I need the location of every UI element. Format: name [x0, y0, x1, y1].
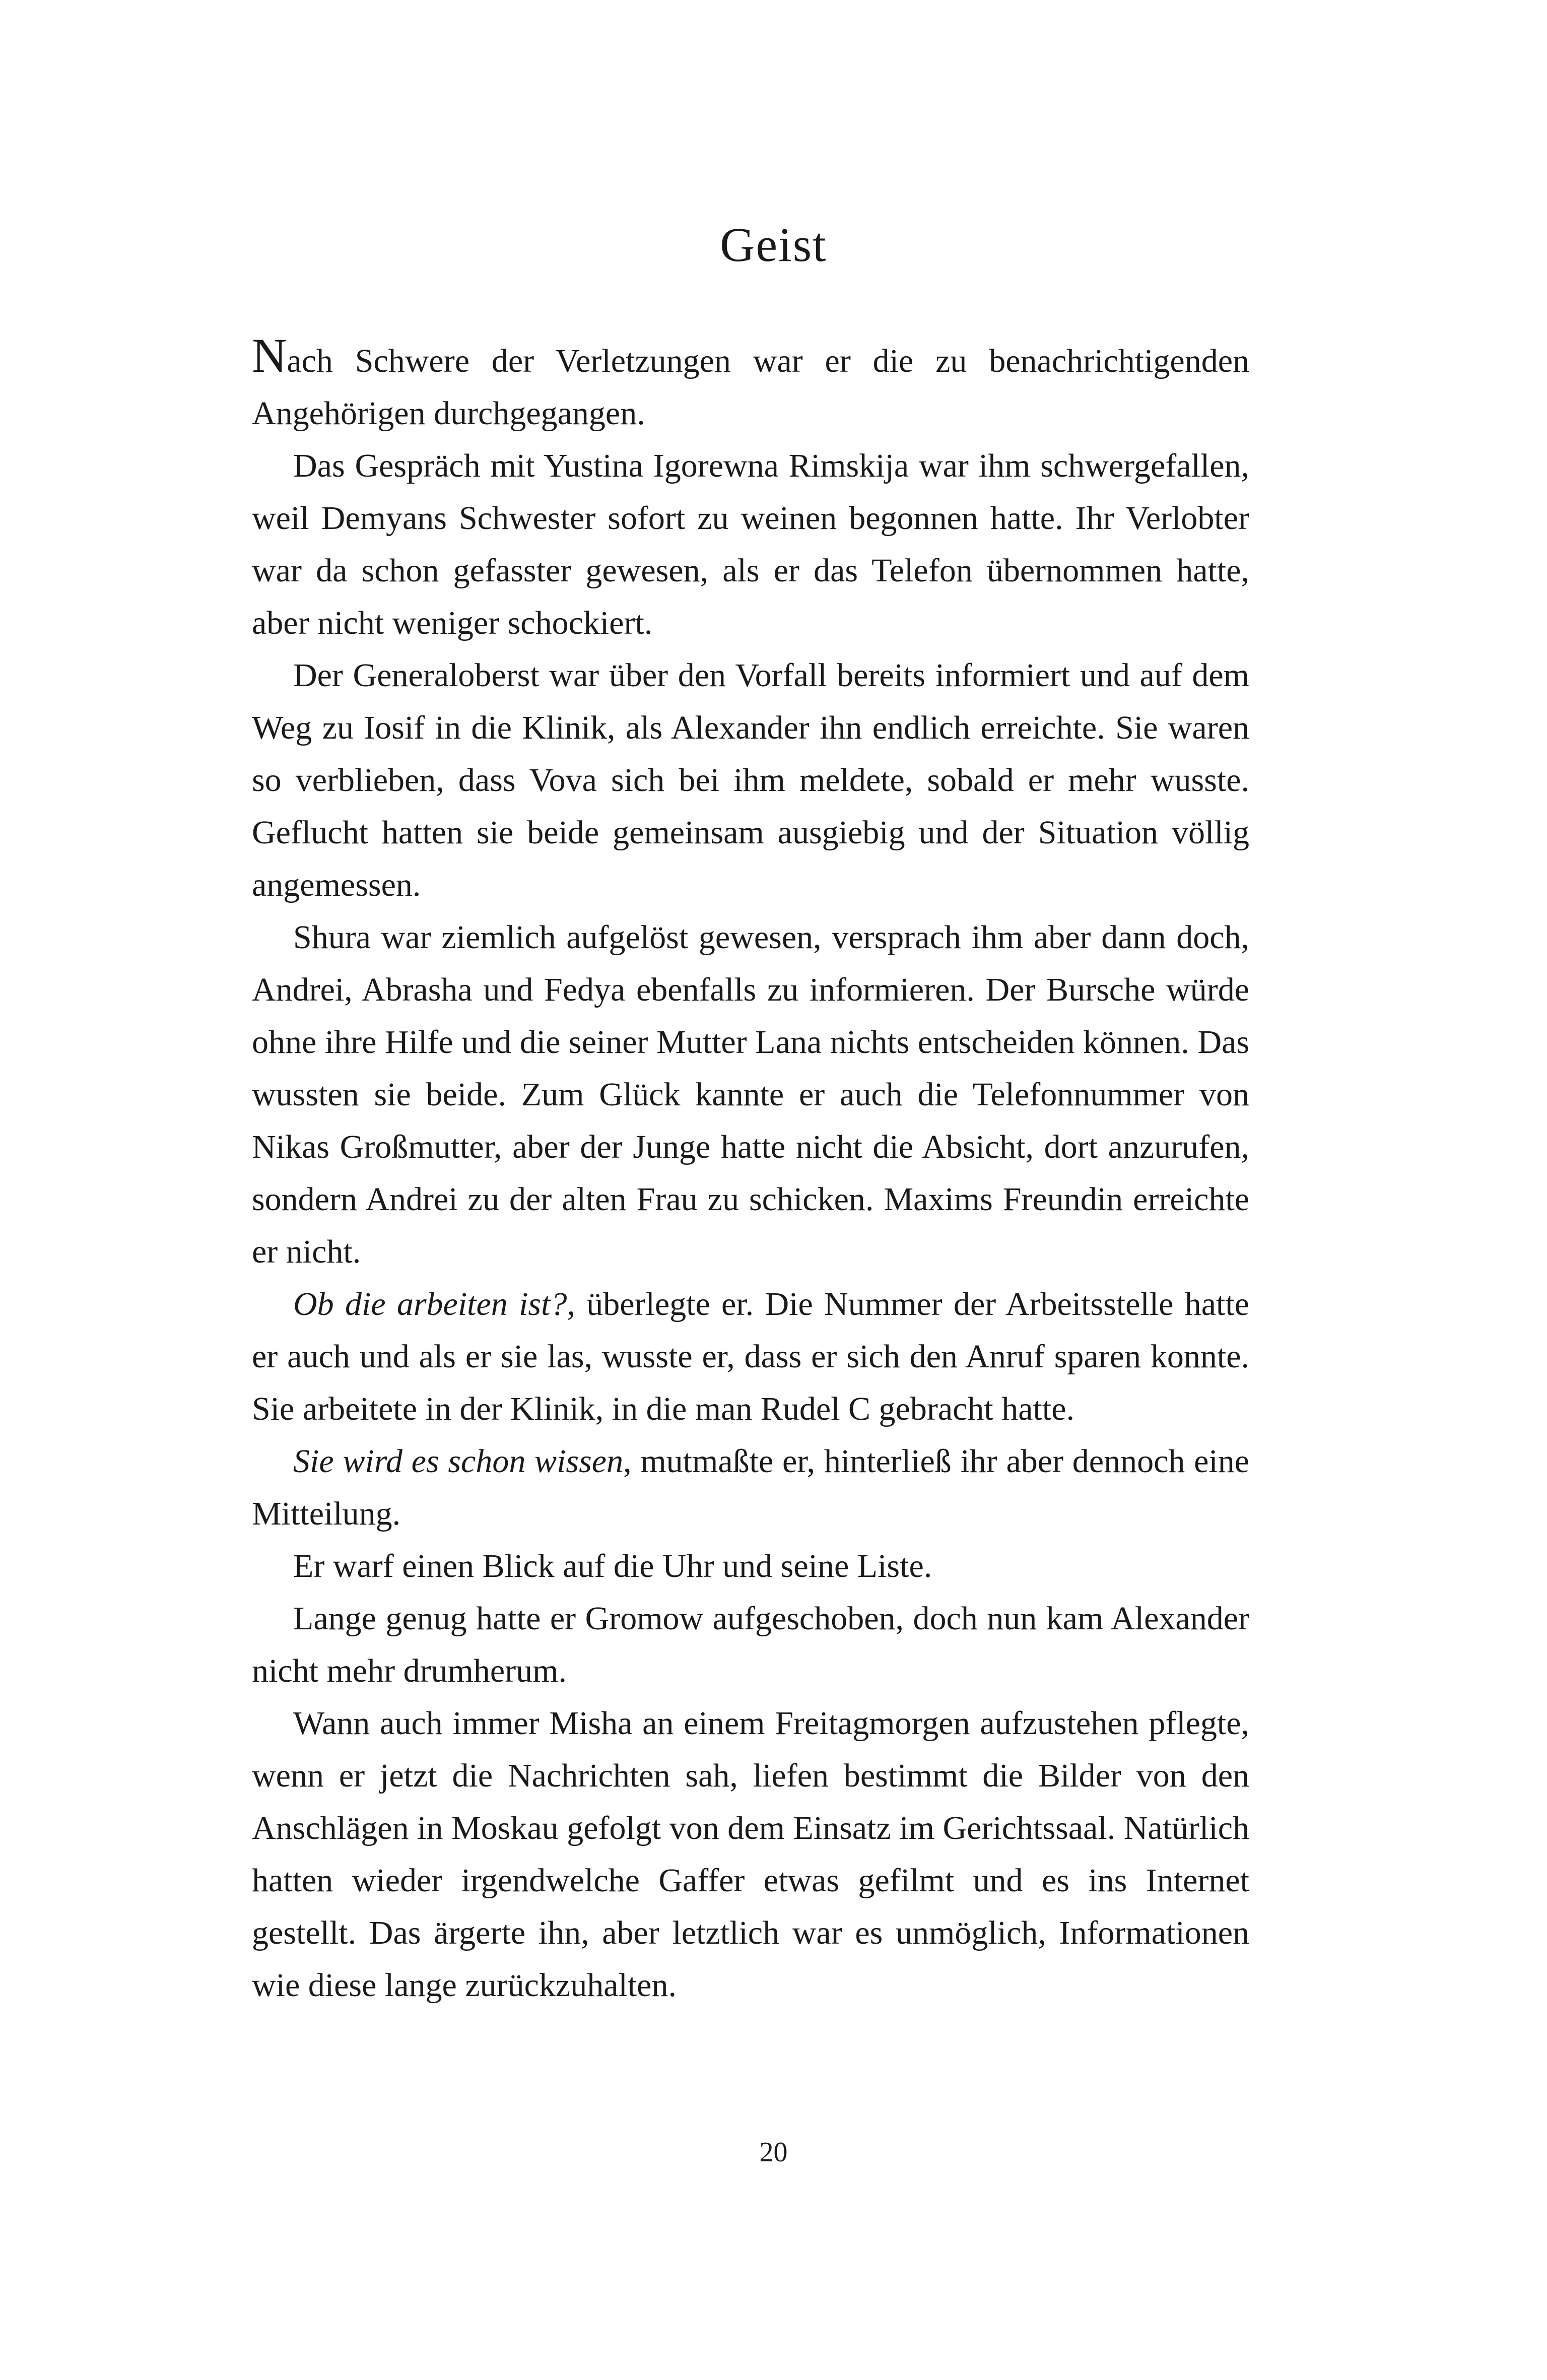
- paragraph-9: Wann auch immer Misha an einem Freitagmorgen aufzustehen pflegte, wenn er jetzt die Nachrichten sah, liefen bestimmt die Bilder von den Anschlägen in Moskau gefolgt von dem Einsatz im Gerichtssaal. Natürlich hatten wieder irgendwelche Gaffer etwas gefilmt und es ins Internet gestellt. Das ärgerte ihn, aber letztlich war es unmöglich, Informationen wie diese lange zurückzuhalten.: [252, 1705, 1249, 2004]
- paragraph-8: Lange genug hatte er Gromow aufgeschoben, doch nun kam Alexander nicht mehr drumherum.: [252, 1600, 1249, 1689]
- chapter-title: Geist: [720, 218, 827, 272]
- paragraph-5-text: , überlegte er. Die Nummer der Arbeitsstelle hatte er auch und als er sie las, wusste er, dass er sich den Anruf sparen konnte. Sie arbeitete in der Klinik, in die man Rudel C gebracht hatte.: [252, 1286, 1249, 1427]
- paragraph-7: Er warf einen Blick auf die Uhr und seine Liste.: [293, 1548, 932, 1584]
- paragraph-6: [252, 1435, 1249, 1540]
- paragraph-6-italic: Sie wird es schon wissen: [293, 1443, 624, 1480]
- drop-cap: N: [252, 328, 287, 382]
- paragraph-3: Der Generaloberst war über den Vorfall bereits informiert und auf dem Weg zu Iosif in die Klinik, als Alexander ihn endlich erreichte. Sie waren so verblieben, dass Vova sich bei ihm meldete, sobald er mehr wusste. Geflucht hatten sie beide gemeinsam ausgiebig und der Situation völlig angemessen.: [252, 657, 1249, 903]
- page-number: 20: [759, 2137, 788, 2168]
- paragraph-4: Shura war ziemlich aufgelöst gewesen, versprach ihm aber dann doch, Andrei, Abrasha und Fedya ebenfalls zu informieren. Der Bursche würde ohne ihre Hilfe und die seiner Mutter Lana nichts entscheiden können. Das wussten sie beide. Zum Glück kannte er auch die Telefonnummer von Nikas Großmutter, aber der Junge hatte nicht die Absicht, dort anzurufen, sondern Andrei zu der alten Frau zu schicken. Maxims Freundin erreichte er nicht.: [252, 919, 1249, 1270]
- paragraph-6-text: , mutmaßte er, hinterließ ihr aber dennoch eine Mitteilung.: [252, 1443, 1250, 1532]
- paragraph-5: [252, 1278, 1249, 1435]
- body-text: [252, 328, 1250, 2012]
- paragraph-2: Das Gespräch mit Yustina Igorewna Rimskija war ihm schwergefallen, weil Demyans Schwester sofort zu weinen begonnen hatte. Ihr Verlobter war da schon gefasster gewesen, als er das Telefon übernommen hatte, aber nicht weniger schockiert.: [252, 447, 1249, 641]
- paragraph-1: [252, 328, 1249, 440]
- paragraph-5-italic: Ob die arbeiten ist?: [293, 1286, 567, 1323]
- paragraph-1-text: ach Schwere der Verletzungen war er die zu benachrichtigenden Angehörigen durchgegangen.: [252, 343, 1249, 432]
